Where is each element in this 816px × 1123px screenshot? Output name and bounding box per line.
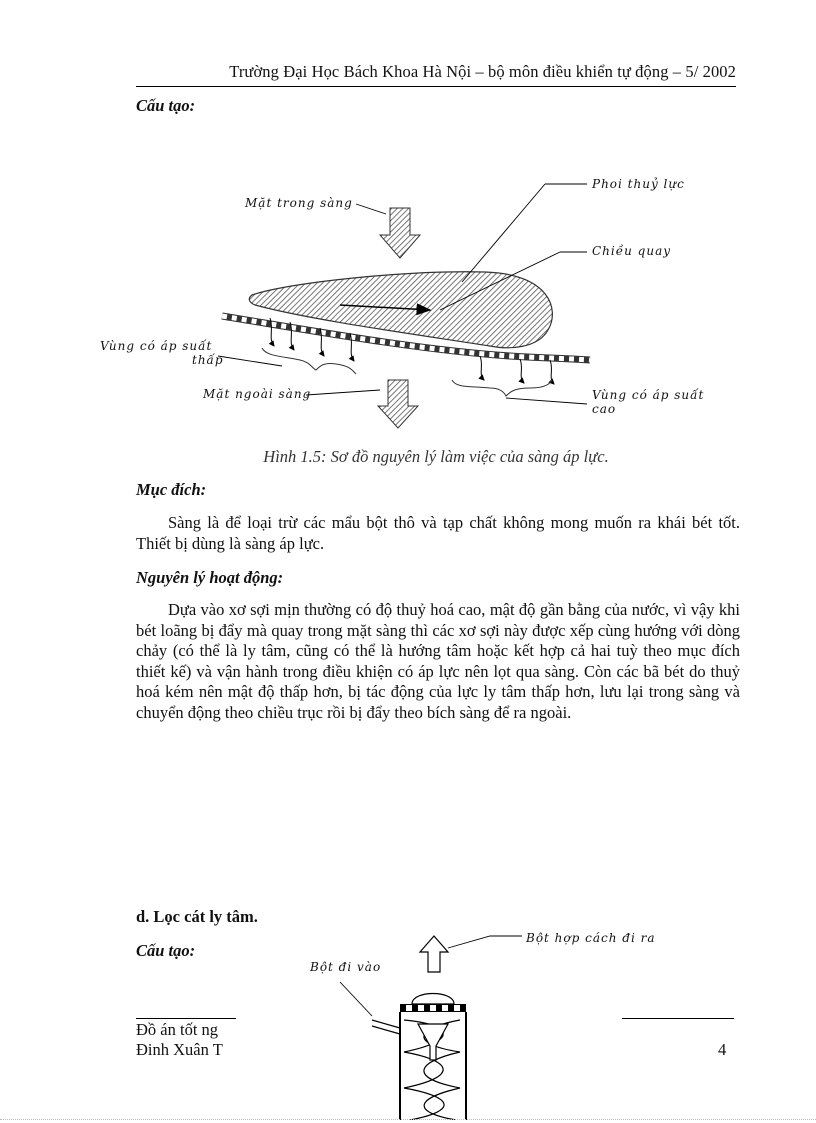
label-phoi-thuy-luc: Phoi thuỷ lực	[592, 177, 685, 191]
header-text: Trường Đại Học Bách Khoa Hà Nội – bộ môn điều khiển tự động – 5/ 2002	[229, 62, 736, 81]
label-bot-di-vao: Bột đi vào	[310, 960, 382, 974]
section-subtitle-cau-tao: Cấu tạo:	[136, 941, 196, 960]
hydrofoil-shape	[249, 272, 552, 348]
inlet-pipe	[372, 1020, 400, 1034]
section-title-loc-cat: d. Lọc cát ly tâm.	[136, 907, 258, 926]
cyclone-cap	[412, 994, 454, 1005]
paragraph-nguyen-ly: Dựa vào xơ sợi mịn thường có độ thuỷ hoá cao, mật độ gần bằng của nước, vì vậy khi bét loãng bị đẩy mà quay trong mặt sàng thì các xơ sợi này được xếp cùng hướng với dòng chảy (có thể là ly tâm, cũng có thể là hướng tâm hoặc kết hợp cả hai tuỳ theo mục đích thiết kế) và vận hành trong điều khiện có áp lực nên lọt qua sàng. Còn các bã bét do thuỷ hoá kém nên mật độ thấp hơn, bị tác động của lực ly tâm thấp hơn, lưu lại trong sàng và chuyển động theo chiều trục rồi bị đẩy theo bích sàng để ra ngoài.	[136, 600, 740, 722]
label-vung-thap-line2: thấp	[192, 353, 224, 367]
inner-arrow	[380, 208, 420, 258]
figure-centrifugal-cleaner	[300, 920, 660, 1120]
outer-arrow	[378, 380, 418, 428]
section-title-nguyen-ly: Nguyên lý hoạt động:	[136, 568, 284, 587]
section-title-cau-tao: Cấu tạo:	[136, 96, 196, 115]
footer-line1: Đồ án tốt ng	[136, 1020, 219, 1039]
low-pressure-brace	[262, 348, 356, 374]
label-vung-cao-line2: cao	[592, 402, 617, 416]
high-pressure-brace	[452, 380, 552, 396]
section-title-muc-dich: Mục đích:	[136, 480, 207, 499]
label-vung-cao-line1: Vùng có áp suất	[592, 388, 705, 402]
paragraph-muc-dich: Sàng là để loại trừ các mẩu bột thô và tạp chất không mong muốn ra khái bét tốt. Thiết bị dùng là sàng áp lực.	[136, 513, 740, 553]
page-header	[136, 62, 736, 87]
label-chieu-quay: Chiều quay	[592, 244, 672, 258]
inner-funnel	[418, 1024, 448, 1060]
figure-caption: Hình 1.5: Sơ đồ nguyên lý làm việc của sàng áp lực.	[263, 447, 609, 466]
outlet-arrow	[420, 936, 448, 972]
page-number: 4	[718, 1040, 727, 1059]
label-vung-thap-line1: Vùng có áp suất	[100, 339, 213, 353]
label-mat-ngoai-sang: Mặt ngoài sàng	[203, 387, 312, 401]
inlet-leader	[340, 982, 372, 1016]
footer-rule-left	[136, 1018, 236, 1019]
footer-line2: Đinh Xuân T	[136, 1040, 223, 1059]
label-mat-trong-sang: Mặt trong sàng	[245, 196, 353, 210]
page-bottom-border	[0, 1119, 816, 1120]
outlet-leader	[448, 936, 522, 948]
label-bot-hop-cach: Bột hợp cách đi ra	[526, 931, 656, 945]
